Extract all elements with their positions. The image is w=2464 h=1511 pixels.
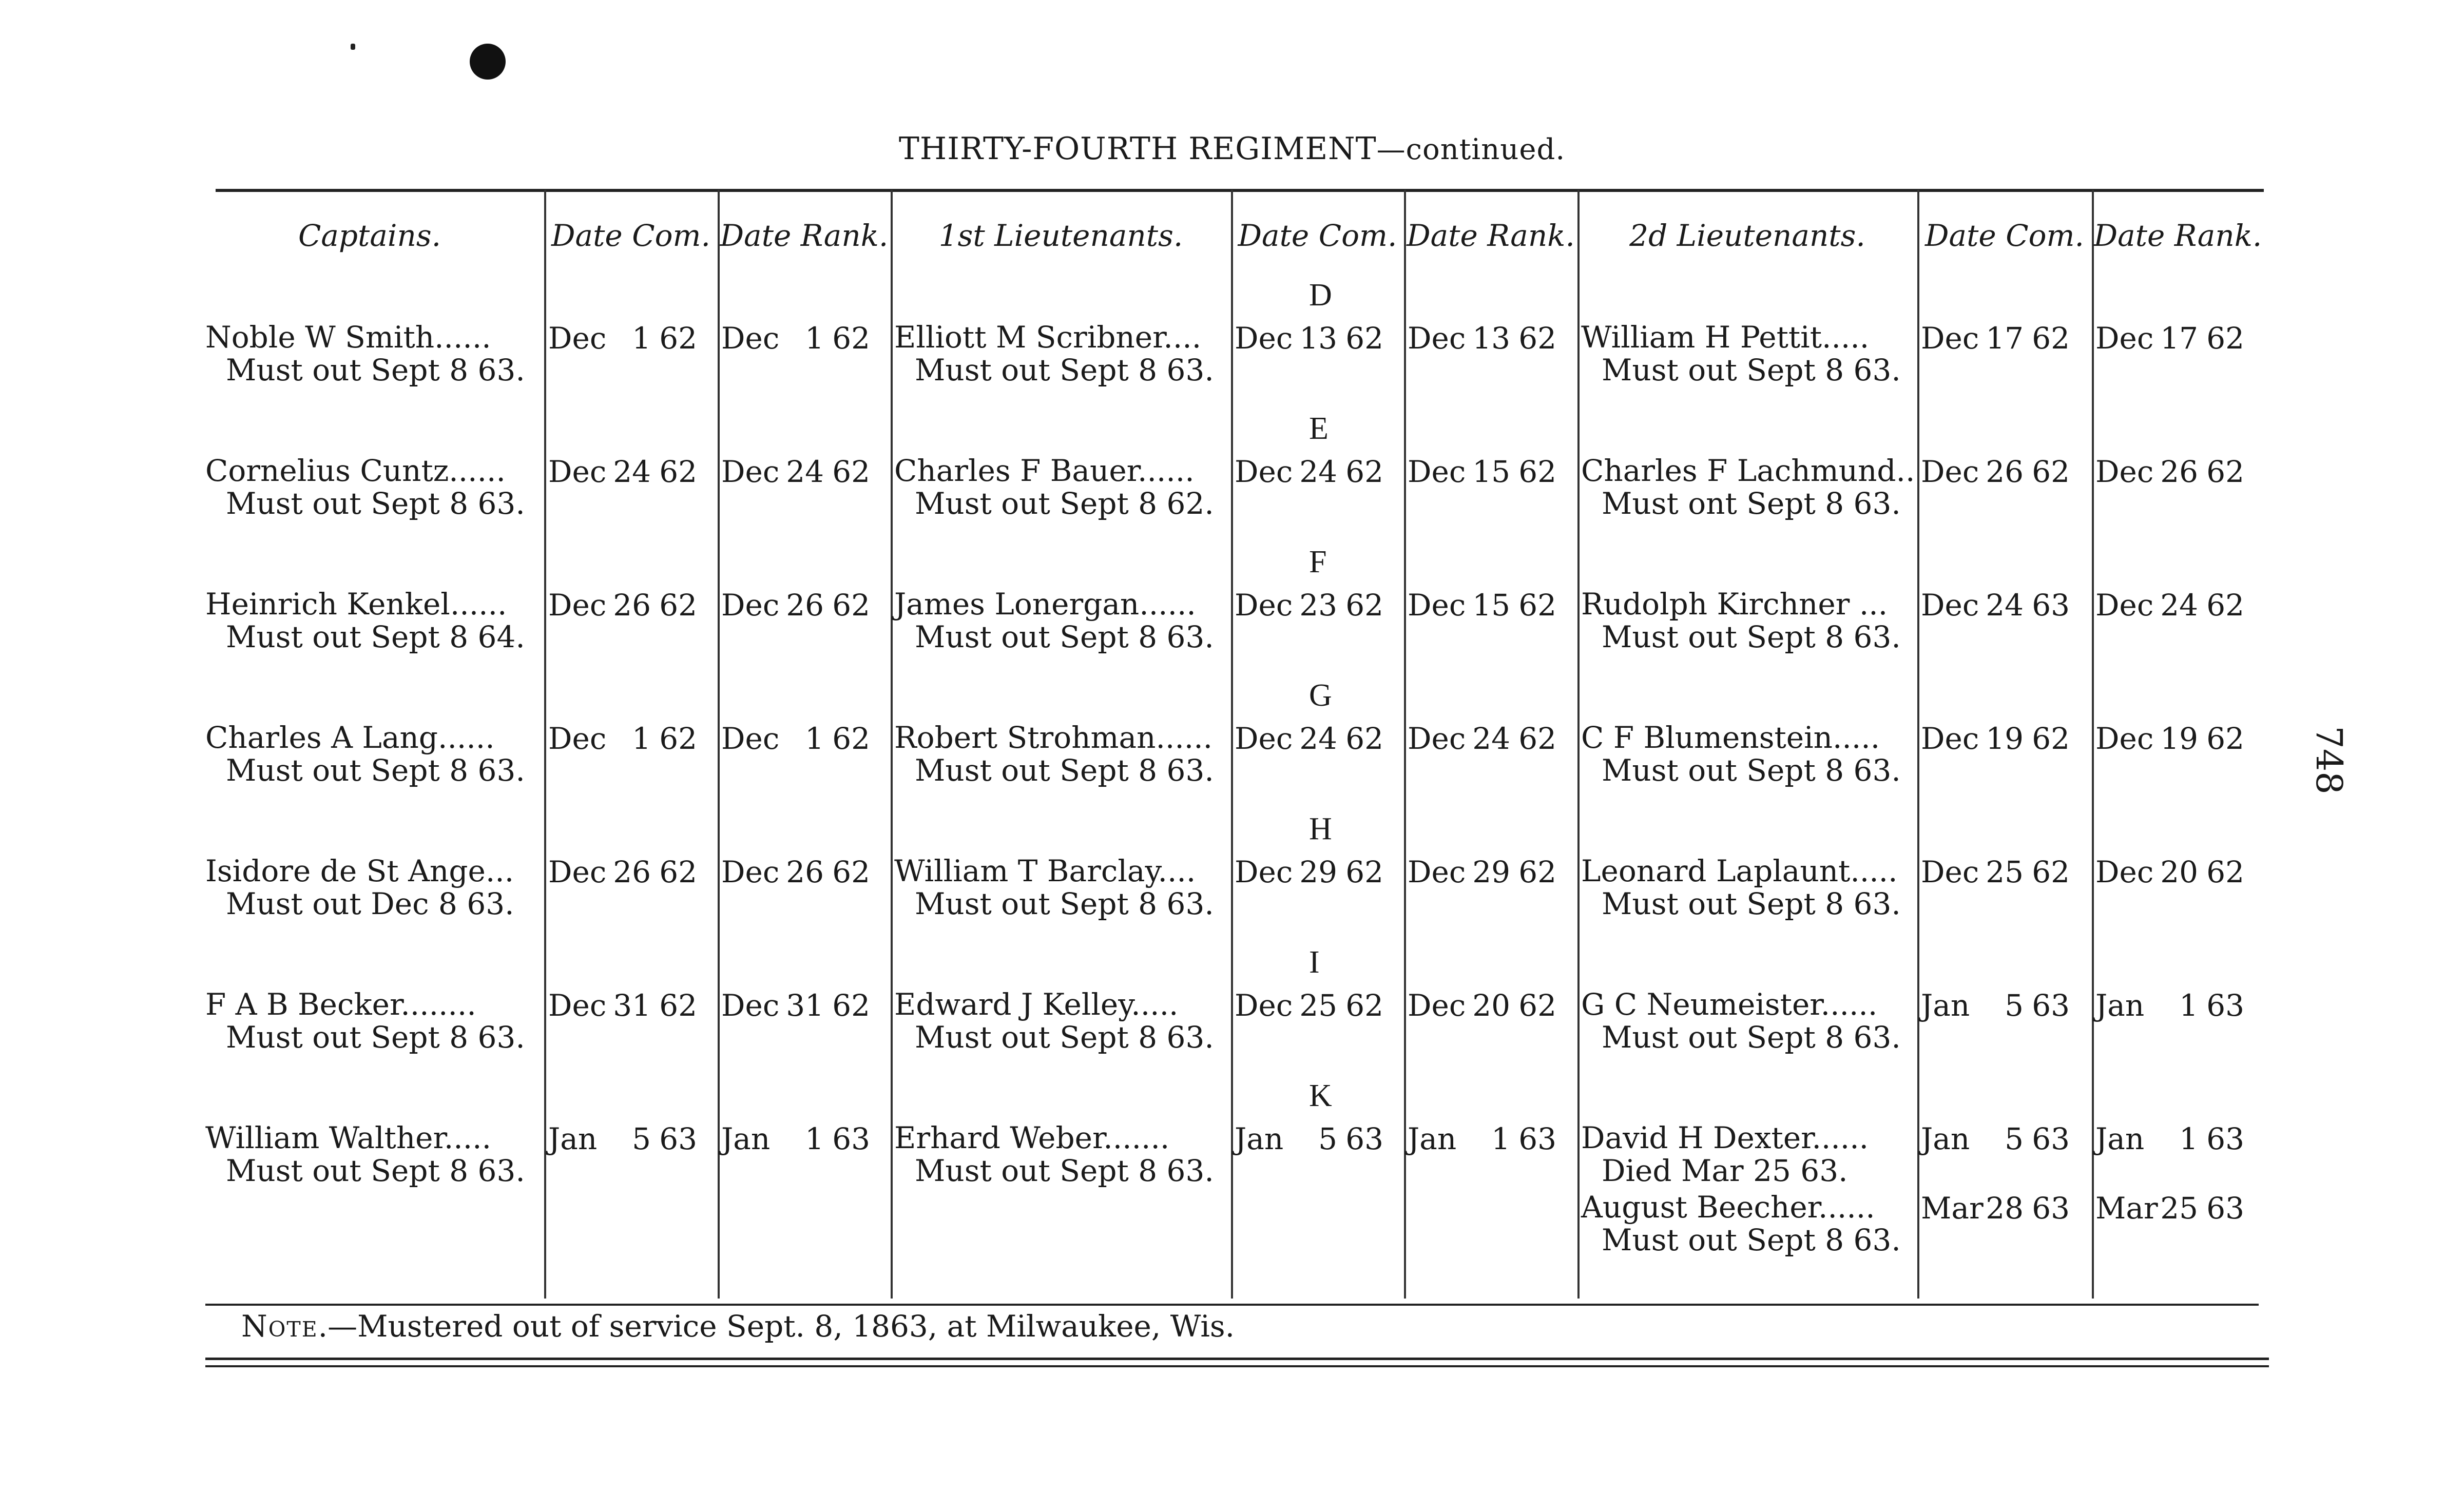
service-note: Must out Sept 8 63.: [915, 353, 1214, 388]
bottom-rule-2: [205, 1365, 2269, 1367]
captain-date-com: [548, 588, 715, 623]
date-part: 63: [1345, 1121, 1383, 1156]
service-note: Must out Sept 8 63.: [915, 753, 1214, 788]
date-part: 24: [1472, 721, 1510, 756]
date-part: 62: [1345, 988, 1383, 1023]
service-note: Must out Sept 8 63.: [226, 1153, 525, 1188]
date-part: Dec: [1235, 721, 1293, 756]
second-lt-date-com: [1921, 321, 2088, 356]
date-part: 62: [832, 588, 870, 623]
officer-name: Charles F Bauer......: [894, 453, 1195, 488]
date-part: 28: [1986, 1191, 2024, 1226]
second-lieutenant-entry: [1581, 988, 1901, 1054]
second-lieutenant-entry: [1581, 1121, 1869, 1187]
date-part: Dec: [1235, 855, 1293, 889]
date-part: 63: [2032, 1191, 2070, 1226]
date-part: 63: [2206, 988, 2244, 1023]
service-note: Must out Sept 8 63.: [1602, 1020, 1901, 1055]
date-part: Dec: [1235, 588, 1293, 623]
column-header: Date Com.: [1925, 218, 2084, 253]
date-part: Jan: [548, 1121, 598, 1156]
second-lt-date-com: [1921, 588, 2088, 623]
second-lt-date-com: [1921, 454, 2088, 489]
first-lieutenant-entry: [894, 721, 1214, 787]
service-note: Must out Sept 8 63.: [1602, 353, 1901, 388]
date-part: Jan: [1921, 988, 1970, 1023]
service-note: Must out Sept 8 63.: [915, 619, 1214, 654]
date-part: 29: [1472, 855, 1510, 889]
second-lt-date-rank: [2095, 855, 2262, 889]
date-part: 63: [2206, 1191, 2244, 1226]
date-part: Jan: [1408, 1121, 1457, 1156]
date-part: 24: [786, 454, 824, 489]
officer-name: Robert Strohman......: [894, 720, 1213, 755]
first-lt-date-rank: [1408, 1121, 1574, 1156]
date-part: 62: [1345, 454, 1383, 489]
date-part: Dec: [548, 988, 607, 1023]
officer-name: William H Pettit.....: [1581, 320, 1870, 355]
captain-date-rank: [721, 321, 888, 356]
first-lt-date-com: [1235, 454, 1401, 489]
date-part: Dec: [2095, 855, 2154, 889]
second-lieutenant-entry: [1581, 1191, 1901, 1256]
date-part: 62: [2206, 321, 2244, 356]
date-part: 62: [2206, 454, 2244, 489]
officer-name: William Walther.....: [205, 1120, 492, 1155]
date-part: 62: [1518, 988, 1556, 1023]
bottom-rule-1: [205, 1358, 2269, 1360]
company-letter: D: [1309, 278, 1332, 313]
officer-name: Rudolph Kirchner ...: [1581, 587, 1888, 622]
date-part: 5: [1318, 1121, 1337, 1156]
date-part: Dec: [1408, 721, 1466, 756]
officer-name: C F Blumenstein.....: [1581, 720, 1880, 755]
officer-name: Noble W Smith......: [205, 320, 491, 355]
service-note: Must out Sept 8 63.: [915, 886, 1214, 921]
date-part: 62: [659, 588, 697, 623]
date-part: 62: [2206, 855, 2244, 889]
captain-date-com: [548, 454, 715, 489]
date-part: Dec: [721, 988, 780, 1023]
date-part: 24: [1299, 721, 1337, 756]
date-part: 1: [805, 321, 824, 356]
date-part: 24: [1986, 588, 2024, 623]
second-lieutenant-entry: [1581, 855, 1901, 920]
date-part: Jan: [721, 1121, 771, 1156]
date-part: 62: [659, 321, 697, 356]
second-lt-date-rank: [2095, 588, 2262, 623]
officer-name: William T Barclay....: [894, 854, 1196, 888]
date-part: 63: [2032, 988, 2070, 1023]
date-part: 62: [1345, 588, 1383, 623]
captain-date-rank: [721, 454, 888, 489]
date-part: 19: [1986, 721, 2024, 756]
second-lt-date-com: [1921, 855, 2088, 889]
second-lt-date-com: [1921, 721, 2088, 756]
column-divider: [718, 190, 720, 1299]
date-part: Dec: [1921, 721, 1979, 756]
date-part: 15: [1472, 588, 1510, 623]
date-part: 5: [2005, 988, 2024, 1023]
date-part: 1: [805, 721, 824, 756]
date-part: 62: [2206, 721, 2244, 756]
date-part: 62: [659, 855, 697, 889]
date-part: 13: [1472, 321, 1510, 356]
second-lt-date-com: [1921, 1191, 2088, 1226]
date-part: 62: [1345, 321, 1383, 356]
service-note: Must out Sept 8 63.: [1602, 1223, 1901, 1257]
date-part: Dec: [1921, 321, 1979, 356]
officer-name: Elliott M Scribner....: [894, 320, 1202, 355]
date-part: 5: [632, 1121, 651, 1156]
date-part: 24: [2160, 588, 2198, 623]
date-part: 62: [1345, 721, 1383, 756]
date-part: 19: [2160, 721, 2198, 756]
date-part: Dec: [1235, 321, 1293, 356]
captain-date-com: [548, 988, 715, 1023]
service-note: Must out Dec 8 63.: [226, 886, 514, 921]
first-lieutenant-entry: [894, 855, 1214, 920]
column-header: Date Rank.: [2093, 218, 2262, 253]
date-part: 26: [2160, 454, 2198, 489]
date-part: Dec: [548, 588, 607, 623]
date-part: 31: [613, 988, 651, 1023]
date-part: 62: [1518, 321, 1556, 356]
date-part: 1: [805, 1121, 824, 1156]
second-lieutenant-entry: [1581, 321, 1901, 386]
date-part: Dec: [2095, 588, 2154, 623]
date-part: Jan: [1235, 1121, 1284, 1156]
date-part: 62: [832, 321, 870, 356]
officer-name: Charles A Lang......: [205, 720, 495, 755]
top-rule: [216, 189, 2264, 192]
date-part: 63: [1518, 1121, 1556, 1156]
second-lt-date-com: [1921, 988, 2088, 1023]
column-divider: [544, 190, 546, 1299]
ink-blot: [470, 44, 506, 80]
captain-date-rank: [721, 588, 888, 623]
officer-name: Charles F Lachmund..: [1581, 453, 1915, 488]
date-part: 62: [2032, 855, 2070, 889]
column-header: 2d Lieutenants.: [1629, 218, 1865, 253]
date-part: 62: [2032, 454, 2070, 489]
first-lt-date-com: [1235, 721, 1401, 756]
officer-name: Leonard Laplaunt.....: [1581, 854, 1898, 888]
date-part: 62: [832, 988, 870, 1023]
service-note: Must out Sept 8 63.: [915, 1153, 1214, 1188]
column-header: 1st Lieutenants.: [938, 218, 1183, 253]
service-note: Must out Sept 8 63.: [1602, 886, 1901, 921]
date-part: 26: [613, 855, 651, 889]
note-top-rule: [205, 1304, 2259, 1306]
date-part: 62: [2032, 321, 2070, 356]
date-part: Mar: [2095, 1191, 2158, 1226]
first-lieutenant-entry: [894, 588, 1214, 653]
date-part: 26: [786, 588, 824, 623]
service-note: Must out Sept 8 63.: [226, 486, 525, 521]
date-part: 25: [2160, 1191, 2198, 1226]
date-part: 26: [786, 855, 824, 889]
captain-entry: [205, 321, 525, 386]
captain-entry: [205, 588, 525, 653]
column-divider: [1404, 190, 1406, 1299]
service-note: Must out Sept 8 63.: [915, 1020, 1214, 1055]
date-part: 20: [2160, 855, 2198, 889]
second-lt-date-rank: [2095, 1191, 2262, 1226]
service-note: Must out Sept 8 63.: [226, 353, 525, 388]
date-part: 24: [613, 454, 651, 489]
first-lt-date-rank: [1408, 721, 1574, 756]
date-part: 31: [786, 988, 824, 1023]
date-part: 17: [1986, 321, 2024, 356]
date-part: 63: [2032, 1121, 2070, 1156]
ink-speck: [351, 44, 355, 50]
date-part: Dec: [721, 855, 780, 889]
date-part: 62: [1345, 855, 1383, 889]
date-part: 17: [2160, 321, 2198, 356]
captain-date-rank: [721, 855, 888, 889]
date-part: Dec: [1921, 855, 1979, 889]
column-header: Captains.: [298, 218, 441, 253]
second-lt-date-rank: [2095, 321, 2262, 356]
first-lt-date-com: [1235, 588, 1401, 623]
officer-name: F A B Becker........: [205, 987, 476, 1022]
date-part: 13: [1299, 321, 1337, 356]
date-part: Dec: [548, 721, 607, 756]
date-part: 1: [2179, 988, 2198, 1023]
captain-entry: [205, 454, 525, 520]
date-part: Dec: [548, 855, 607, 889]
date-part: 29: [1299, 855, 1337, 889]
date-part: Dec: [1408, 588, 1466, 623]
service-note: Must out Sept 8 63.: [226, 1020, 525, 1055]
captain-entry: [205, 721, 525, 787]
first-lt-date-rank: [1408, 855, 1574, 889]
first-lieutenant-entry: [894, 321, 1214, 386]
date-part: Dec: [2095, 321, 2154, 356]
date-part: Dec: [1921, 454, 1979, 489]
second-lt-date-rank: [2095, 721, 2262, 756]
column-divider: [1231, 190, 1233, 1299]
date-part: 62: [659, 988, 697, 1023]
date-part: Jan: [1921, 1121, 1970, 1156]
captain-entry: [205, 988, 525, 1054]
date-part: 24: [1299, 454, 1337, 489]
column-divider: [1917, 190, 1919, 1299]
captain-date-rank: [721, 988, 888, 1023]
officer-name: August Beecher......: [1581, 1190, 1875, 1225]
service-note: Must out Sept 8 62.: [915, 486, 1214, 521]
date-part: Dec: [548, 454, 607, 489]
captain-date-rank: [721, 721, 888, 756]
officer-name: Isidore de St Ange...: [205, 854, 514, 888]
column-header: Date Com.: [1238, 218, 1397, 253]
captain-date-com: [548, 855, 715, 889]
second-lieutenant-entry: [1581, 454, 1915, 520]
captain-date-com: [548, 1121, 715, 1156]
date-part: 62: [2206, 588, 2244, 623]
date-part: 23: [1299, 588, 1337, 623]
first-lt-date-com: [1235, 1121, 1401, 1156]
officer-name: Cornelius Cuntz......: [205, 453, 506, 488]
first-lieutenant-entry: [894, 1121, 1214, 1187]
second-lt-date-rank: [2095, 1121, 2262, 1156]
date-part: 63: [659, 1121, 697, 1156]
page-number: 748: [2307, 726, 2350, 795]
first-lt-date-rank: [1408, 454, 1574, 489]
date-part: 62: [1518, 588, 1556, 623]
date-part: 1: [2179, 1121, 2198, 1156]
service-note: Died Mar 25 63.: [1602, 1153, 1848, 1188]
date-part: Dec: [1235, 988, 1293, 1023]
date-part: Dec: [721, 588, 780, 623]
date-part: 62: [1518, 721, 1556, 756]
date-part: 62: [832, 454, 870, 489]
first-lt-date-rank: [1408, 321, 1574, 356]
date-part: 26: [1986, 454, 2024, 489]
date-part: 26: [613, 588, 651, 623]
date-part: 62: [832, 855, 870, 889]
first-lt-date-rank: [1408, 588, 1574, 623]
date-part: Dec: [721, 321, 780, 356]
column-header: Date Rank.: [720, 218, 889, 253]
first-lt-date-com: [1235, 855, 1401, 889]
column-divider: [1577, 190, 1580, 1299]
column-header: Date Rank.: [1407, 218, 1575, 253]
first-lt-date-com: [1235, 988, 1401, 1023]
date-part: Dec: [1408, 855, 1466, 889]
date-part: 20: [1472, 988, 1510, 1023]
date-part: 62: [832, 721, 870, 756]
date-part: 1: [632, 721, 651, 756]
column-divider: [2092, 190, 2094, 1299]
first-lt-date-rank: [1408, 988, 1574, 1023]
footnote: Note.—Mustered out of service Sept. 8, 1863, at Milwaukee, Wis.: [241, 1309, 1235, 1344]
date-part: Dec: [2095, 454, 2154, 489]
date-part: 63: [832, 1121, 870, 1156]
date-part: 62: [1518, 454, 1556, 489]
column-header: Date Com.: [551, 218, 710, 253]
date-part: Dec: [2095, 721, 2154, 756]
company-letter: K: [1309, 1078, 1332, 1113]
date-part: 62: [1518, 855, 1556, 889]
service-note: Must out Sept 8 63.: [226, 753, 525, 788]
first-lt-date-com: [1235, 321, 1401, 356]
captain-entry: [205, 855, 514, 920]
second-lieutenant-entry: [1581, 721, 1901, 787]
date-part: 62: [659, 454, 697, 489]
date-part: 15: [1472, 454, 1510, 489]
date-part: Dec: [1921, 588, 1979, 623]
captain-date-rank: [721, 1121, 888, 1156]
company-letter: H: [1309, 811, 1332, 846]
date-part: 1: [632, 321, 651, 356]
service-note: Must ont Sept 8 63.: [1602, 486, 1901, 521]
officer-name: Heinrich Kenkel......: [205, 587, 507, 622]
officer-name: G C Neumeister......: [1581, 987, 1878, 1022]
date-part: 63: [2032, 588, 2070, 623]
date-part: Dec: [1408, 454, 1466, 489]
date-part: Dec: [721, 721, 780, 756]
date-part: 5: [2005, 1121, 2024, 1156]
date-part: Jan: [2095, 1121, 2145, 1156]
date-part: Dec: [1408, 988, 1466, 1023]
officer-name: James Lonergan......: [894, 587, 1196, 622]
date-part: Dec: [721, 454, 780, 489]
date-part: 25: [1299, 988, 1337, 1023]
company-letter: G: [1309, 678, 1332, 713]
date-part: Dec: [548, 321, 607, 356]
service-note: Must out Sept 8 63.: [1602, 753, 1901, 788]
date-part: 62: [2032, 721, 2070, 756]
captain-entry: [205, 1121, 525, 1187]
date-part: 25: [1986, 855, 2024, 889]
date-part: 1: [1491, 1121, 1510, 1156]
service-note: Must out Sept 8 63.: [1602, 619, 1901, 654]
company-letter: E: [1309, 411, 1329, 446]
second-lt-date-rank: [2095, 988, 2262, 1023]
officer-name: David H Dexter......: [1581, 1120, 1869, 1155]
date-part: Dec: [1408, 321, 1466, 356]
captain-date-com: [548, 721, 715, 756]
column-divider: [891, 190, 893, 1299]
second-lt-date-com: [1921, 1121, 2088, 1156]
company-letter: I: [1309, 945, 1320, 980]
date-part: Mar: [1921, 1191, 1984, 1226]
date-part: Jan: [2095, 988, 2145, 1023]
date-part: 63: [2206, 1121, 2244, 1156]
page-title: THIRTY-FOURTH REGIMENT—continued.: [898, 131, 1566, 167]
first-lieutenant-entry: [894, 988, 1214, 1054]
second-lt-date-rank: [2095, 454, 2262, 489]
first-lieutenant-entry: [894, 454, 1214, 520]
date-part: Dec: [1235, 454, 1293, 489]
officer-name: Erhard Weber.......: [894, 1120, 1170, 1155]
officer-name: Edward J Kelley.....: [894, 987, 1179, 1022]
second-lieutenant-entry: [1581, 588, 1901, 653]
company-letter: F: [1309, 545, 1327, 579]
service-note: Must out Sept 8 64.: [226, 619, 525, 654]
date-part: 62: [659, 721, 697, 756]
captain-date-com: [548, 321, 715, 356]
